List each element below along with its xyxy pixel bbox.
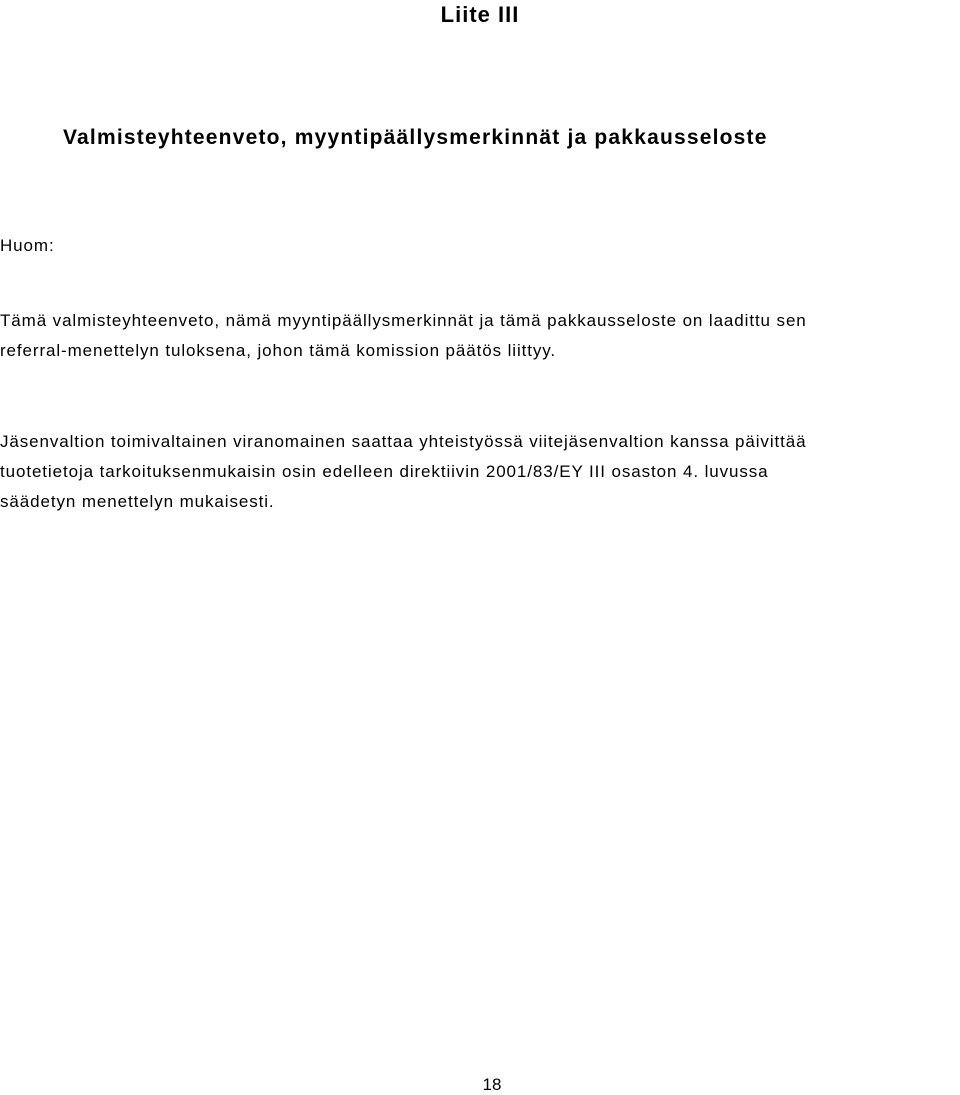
annex-title: Liite III	[440, 2, 520, 27]
page-number: 18	[482, 1075, 502, 1094]
paragraph-referral	[0, 306, 960, 366]
note-label: Huom:	[0, 236, 55, 255]
paragraph-line: säädetyn menettelyn mukaisesti.	[0, 492, 275, 511]
paragraph-line: Jäsenvaltion toimivaltainen viranomainen saattaa yhteistyössä viitejäsenvaltion kanssa päivittää	[0, 432, 807, 451]
paragraph-update	[0, 427, 960, 517]
paragraph-line: Tämä valmisteyhteenveto, nämä myyntipäällysmerkinnät ja tämä pakkausseloste on laadittu sen	[0, 311, 807, 330]
paragraph-line: tuotetietoja tarkoituksenmukaisin osin edelleen direktiivin 2001/83/EY III osaston 4. luvussa	[0, 462, 769, 481]
paragraph-line: referral-menettelyn tuloksena, johon tämä komission päätös liittyy.	[0, 341, 557, 360]
document-title: Valmisteyhteenveto, myyntipäällysmerkinnät ja pakkausseloste	[63, 126, 768, 149]
